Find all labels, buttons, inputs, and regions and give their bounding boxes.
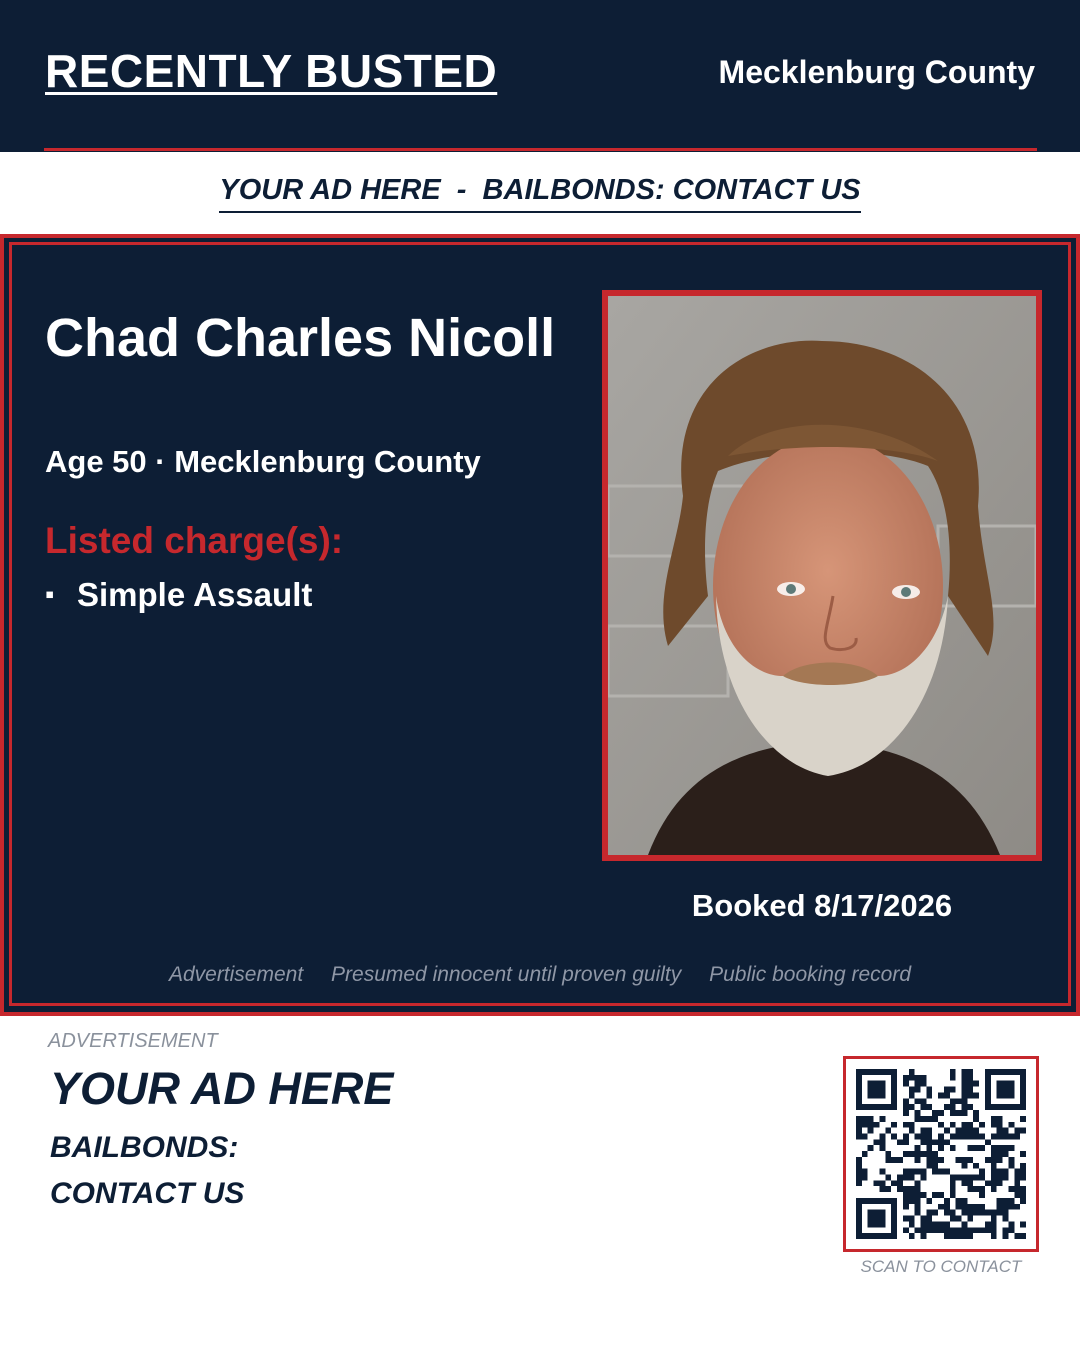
disclaimer-innocence: Presumed innocent until proven guilty: [331, 963, 682, 986]
qr-caption: SCAN TO CONTACT: [860, 1257, 1022, 1276]
disclaimer-advertisement: Advertisement: [168, 963, 304, 986]
site-header: [0, 0, 1080, 152]
ad-line-contact[interactable]: CONTACT US: [50, 1177, 245, 1210]
charge-label: Simple Assault: [77, 576, 313, 613]
header-divider: [44, 148, 1037, 151]
top-ad-banner[interactable]: [0, 152, 1080, 234]
charge-item: [45, 578, 312, 611]
site-brand[interactable]: RECENTLY BUSTED: [45, 45, 498, 97]
bullet-icon: ▪: [45, 579, 55, 609]
top-ad-text[interactable]: YOUR AD HERE - BAILBONDS: CONTACT US: [219, 176, 860, 213]
ad-headline[interactable]: YOUR AD HERE: [50, 1063, 394, 1114]
ad-label: ADVERTISEMENT: [48, 1030, 218, 1052]
disclaimer-public-record: Public booking record: [709, 963, 912, 986]
ad-line-bailbonds[interactable]: BAILBONDS:: [50, 1131, 239, 1164]
charges-heading: Listed charge(s):: [45, 520, 344, 561]
qr-code-icon: [856, 1069, 1026, 1239]
person-name: Chad Charles Nicoll: [45, 308, 556, 368]
mugshot-image: [608, 296, 1036, 855]
qr-code[interactable]: [843, 1056, 1039, 1252]
disclaimer-row: [0, 964, 1080, 985]
person-meta: Age 50 · Mecklenburg County: [45, 444, 481, 479]
county-label: Mecklenburg County: [718, 54, 1035, 90]
booked-date: Booked 8/17/2026: [691, 888, 953, 923]
mugshot-photo: [602, 290, 1042, 861]
